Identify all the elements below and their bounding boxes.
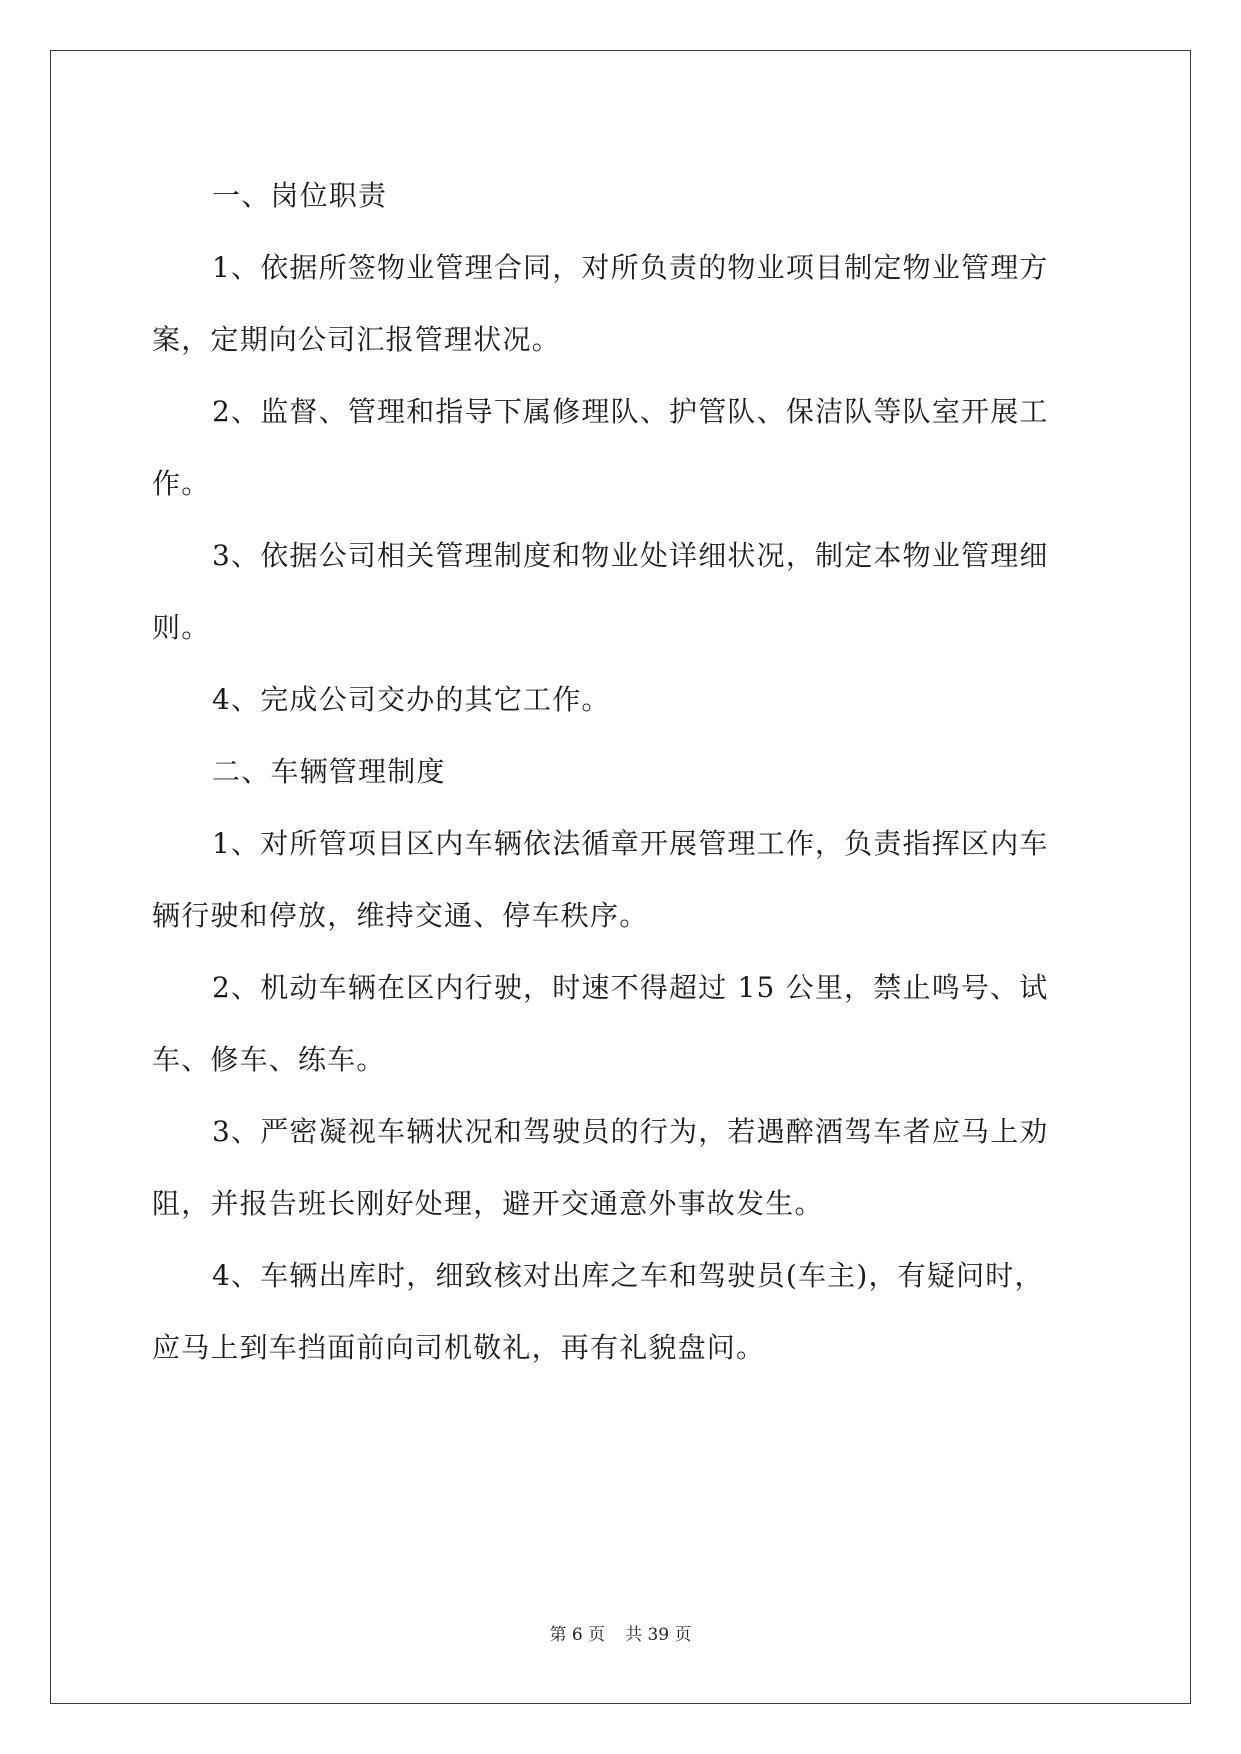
paragraph-line: 1、对所管项目区内车辆依法循章开展管理工作，负责指挥区内车 <box>212 827 1049 860</box>
paragraph-line: 2、监督、管理和指导下属修理队、护管队、保洁队等队室开展工 <box>212 395 1049 428</box>
paragraph-line: 4、车辆出库时，细致核对出库之车和驾驶员(车主)，有疑问时， <box>212 1259 1044 1292</box>
paragraph-line: 应马上到车挡面前向司机敬礼，再有礼貌盘问。 <box>152 1331 766 1364</box>
paragraph-line: 阻，并报告班长刚好处理，避开交通意外事故发生。 <box>152 1187 824 1220</box>
paragraph-line: 3、依据公司相关管理制度和物业处详细状况，制定本物业管理细 <box>212 539 1049 572</box>
paragraph-line: 辆行驶和停放，维持交通、停车秩序。 <box>152 899 649 932</box>
paragraph-line: 案，定期向公司汇报管理状况。 <box>152 323 561 356</box>
paragraph-line: 2、机动车辆在区内行驶，时速不得超过 15 公里，禁止鸣号、试 <box>212 971 1049 1004</box>
page-footer <box>0 1620 1241 1645</box>
page-number: 第 6 页 <box>549 1625 606 1645</box>
paragraph-line: 3、严密凝视车辆状况和驾驶员的行为，若遇醉酒驾车者应马上劝 <box>212 1115 1049 1148</box>
paragraph-line: 1、依据所签物业管理合同，对所负责的物业项目制定物业管理方 <box>212 251 1049 284</box>
paragraph-line: 则。 <box>152 611 211 644</box>
paragraph-line: 作。 <box>152 467 211 500</box>
page-total: 共 39 页 <box>625 1625 692 1645</box>
document-body <box>152 160 1092 1384</box>
section-heading-vehicle-rules: 二、车辆管理制度 <box>212 755 446 788</box>
section-heading-duties: 一、岗位职责 <box>212 179 388 212</box>
paragraph-line: 车、修车、练车。 <box>152 1043 386 1076</box>
paragraph-line: 4、完成公司交办的其它工作。 <box>212 683 611 716</box>
